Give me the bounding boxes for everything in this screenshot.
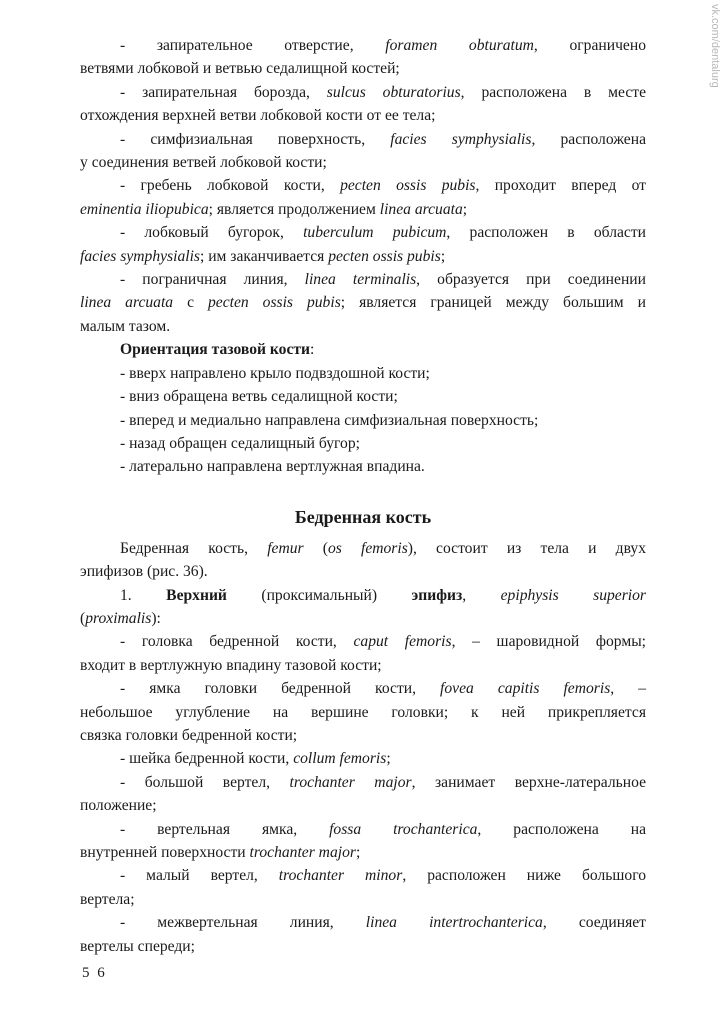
text-run: , расположена [531, 130, 646, 148]
latin-term: collum femoris [293, 750, 387, 768]
text-line [80, 747, 646, 770]
latin-term: epiphysis superior [500, 586, 646, 604]
text-run: - запирательная борозда, [120, 83, 327, 101]
text-line [80, 104, 646, 127]
text-run: отхождения верхней ветви лобковой кости от ее тела; [80, 107, 436, 125]
text-run: ), состоит из тела и двух [407, 539, 647, 557]
text-line [80, 174, 646, 197]
latin-term: linea terminalis [304, 271, 417, 289]
text-line [80, 560, 646, 583]
bold-term: эпифиз [411, 586, 463, 604]
latin-term: foramen obturatum [385, 37, 534, 54]
latin-term: pecten ossis pubis [328, 247, 441, 265]
latin-term: fossa trochanterica [329, 820, 478, 838]
text-run: , [462, 586, 501, 604]
text-line [80, 34, 646, 57]
text-run: ; им заканчивается [199, 247, 329, 265]
text-run: небольшое углубление на вершине головки; к ней прикрепляется [80, 703, 646, 721]
text-line [80, 221, 646, 244]
text-line [80, 57, 646, 80]
watermark: vk.com/dentalurg [709, 4, 721, 88]
latin-term: sulcus obturatorius [326, 83, 461, 101]
text-run: - межвертельная линия, [120, 914, 366, 932]
text-line [80, 864, 646, 887]
text-run: малым тазом. [80, 317, 171, 335]
text-run: , – [610, 680, 647, 698]
orientation-title-line [80, 338, 646, 361]
text-line [80, 911, 646, 934]
page-body [80, 34, 646, 958]
text-run: - лобковый бугорок, [120, 224, 304, 242]
latin-term: eminentia iliopubica [80, 200, 209, 218]
orientation-item: - латерально направлена вертлужная впадина. [120, 458, 425, 476]
text-line [80, 268, 646, 291]
orientation-title-suffix: : [310, 341, 315, 359]
text-line [80, 245, 646, 268]
latin-term: femur [267, 539, 304, 557]
text-line [80, 81, 646, 104]
latin-term: trochanter major [289, 773, 412, 791]
latin-term: fovea capitis femoris [440, 680, 611, 698]
text-run: , занимает верхне-латеральное [411, 773, 646, 791]
section-heading: Бедренная кость [294, 506, 432, 527]
orientation-item: - назад обращен седалищный бугор; [120, 434, 360, 452]
latin-term: caput femoris [353, 633, 452, 651]
text-line [80, 607, 646, 630]
text-line [80, 654, 646, 677]
text-line [80, 724, 646, 747]
text-line [80, 677, 646, 700]
text-run: ( [80, 609, 86, 627]
latin-term: linea arcuata [80, 294, 174, 312]
text-run: ветвями лобковой и ветвью седалищной костей; [80, 60, 400, 78]
latin-term: trochanter minor [278, 867, 403, 885]
text-line [80, 537, 646, 560]
text-line [80, 841, 646, 864]
text-run: - пограничная линия, [120, 271, 305, 289]
latin-term: trochanter major [249, 844, 356, 861]
text-run: , расположен ниже большого [402, 867, 646, 885]
text-run: ; является границей между большим и [340, 294, 646, 312]
latin-term: tuberculum pubicum [303, 224, 447, 242]
text-run: связка головки бедренной кости; [80, 726, 298, 744]
text-run: - головка бедренной кости, [120, 633, 354, 651]
orientation-section [80, 338, 646, 478]
latin-term: pecten ossis pubis [340, 177, 476, 195]
text-line [80, 935, 646, 958]
text-line [80, 630, 646, 653]
latin-term: facies symphysialis [390, 130, 532, 148]
text-run: ; [440, 247, 446, 265]
text-run: ; [386, 750, 391, 768]
text-line [80, 888, 646, 911]
text-run: , соединяет [542, 914, 646, 932]
text-run: вертела; [80, 890, 135, 908]
latin-term: proximalis [85, 609, 152, 627]
text-run: , расположен в области [446, 224, 646, 242]
text-run: входит в вертлужную впадину тазовой кости; [80, 656, 382, 674]
text-run: ; [462, 200, 468, 218]
pelvic-bone-features [80, 34, 646, 338]
text-run: ( [303, 539, 328, 557]
orientation-item: - вниз обращена ветвь седалищной кости; [120, 388, 398, 406]
orientation-item: - вверх направлено крыло подвздошной кости; [120, 364, 430, 382]
text-run: , расположена в месте [460, 83, 646, 101]
text-run: - вертельная ямка, [120, 820, 330, 838]
text-run: , – шаровидной формы; [451, 633, 646, 651]
latin-term: facies symphysialis [80, 247, 200, 265]
text-run: - большой вертел, [120, 773, 290, 791]
text-run: 1. [120, 586, 167, 604]
text-run: - запирательное отверстие, [120, 37, 386, 54]
text-run: - гребень лобковой кости, [120, 177, 341, 195]
text-line [80, 701, 646, 724]
text-run: вертелы спереди; [80, 937, 195, 955]
text-run: , проходит вперед от [475, 177, 646, 195]
text-run: , образуется при соединении [416, 271, 646, 289]
text-line [80, 128, 646, 151]
text-run: положение; [80, 797, 157, 815]
latin-term: linea intertrochanterica [365, 914, 543, 932]
latin-term: pecten ossis pubis [207, 294, 341, 312]
text-run: - шейка бедренной кости, [120, 750, 294, 768]
text-line [80, 291, 646, 314]
text-line [80, 771, 646, 794]
latin-term: linea arcuata [379, 200, 463, 218]
text-run: , расположена на [477, 820, 647, 838]
bold-term: Верхний [166, 586, 227, 604]
page-number: 5 6 [82, 965, 107, 981]
text-line [80, 818, 646, 841]
text-run: ; является продолжением [208, 200, 380, 218]
text-line [80, 584, 646, 607]
text-run: у соединения ветвей лобковой кости; [80, 154, 327, 172]
orientation-item: - вперед и медиально направлена симфизиальная поверхность; [120, 411, 539, 429]
text-run: - малый вертел, [120, 867, 279, 885]
text-run: ): [151, 609, 161, 627]
text-line [80, 198, 646, 221]
text-run: с [173, 294, 208, 312]
text-line [80, 151, 646, 174]
text-run: ; [355, 844, 361, 861]
text-run: эпифизов (рис. 36). [80, 563, 208, 581]
text-run: (проксимальный) [226, 586, 412, 604]
text-run: , ограничено [533, 37, 647, 54]
text-line [80, 315, 646, 338]
orientation-title: Ориентация тазовой кости [120, 341, 311, 359]
latin-term: os femoris [327, 539, 408, 557]
text-line [80, 794, 646, 817]
text-run: внутренней поверхности [80, 844, 250, 861]
text-run: Бедренная кость, [120, 539, 268, 557]
text-run: - симфизиальная поверхность, [120, 130, 391, 148]
text-run: - ямка головки бедренной кости, [120, 680, 441, 698]
femur-features [80, 537, 646, 958]
